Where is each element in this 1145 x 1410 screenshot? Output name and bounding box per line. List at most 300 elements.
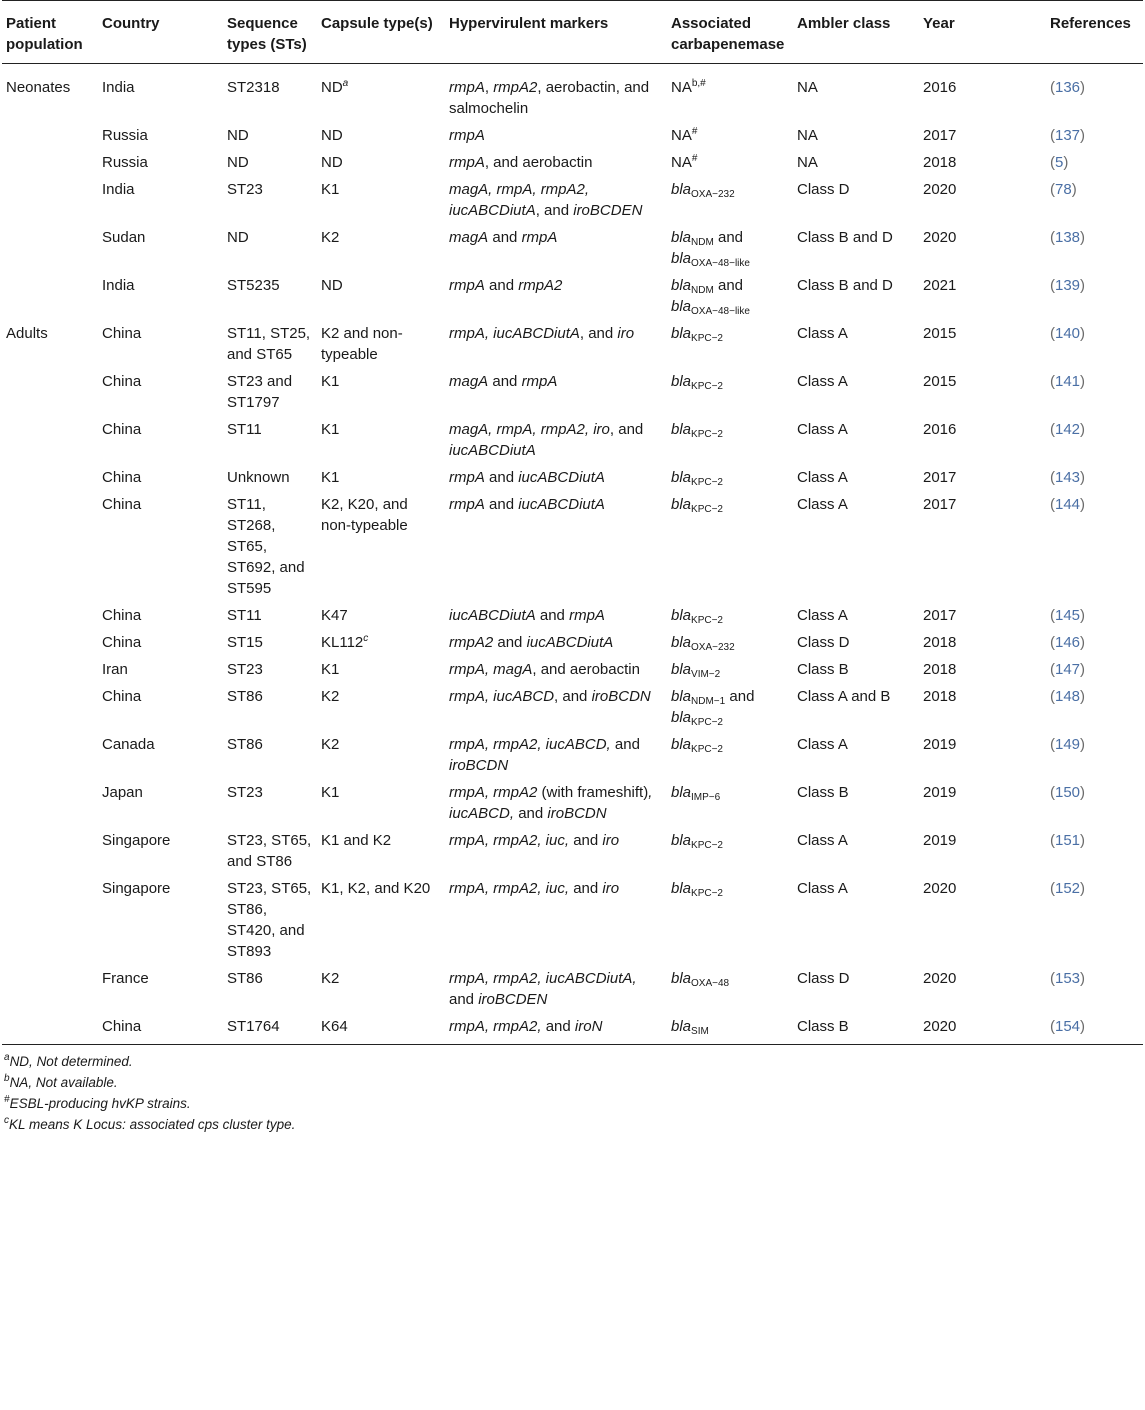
text-segment: KPC−2 [691,381,723,392]
cell-capsule [317,491,445,602]
cell-ambler: Class B [797,661,849,678]
text-segment: magA, rmpA, rmpA2, iucABCDiutA [449,181,590,219]
cell-sequence-types: ST11, ST25, and ST65 [227,325,311,363]
cell-capsule [317,683,445,731]
text-segment: and [725,688,755,705]
text-segment: bla [671,661,692,678]
cell-ambler: NA [797,154,818,171]
text-segment: OXA−48−like [691,306,750,317]
cell-population [2,602,98,629]
cell-ambler: Class A [797,469,848,486]
table-row [2,176,1143,224]
cell-country: China [102,373,142,390]
cell-reference [1046,149,1143,176]
cell-reference [1046,683,1143,731]
reference-link[interactable]: 146 [1055,634,1081,651]
capsule-text: K1 [321,469,340,486]
cell-country: Singapore [102,832,171,849]
text-segment: VIM−2 [691,669,721,680]
cell-ambler: Class B and D [797,229,893,246]
reference-link[interactable]: 145 [1055,607,1081,624]
cell-year: 2015 [923,373,957,390]
paren: ) [1080,688,1086,705]
cell-sequence-types: ND [227,229,249,246]
cell-carbapenemase [667,683,793,731]
cell-population [2,122,98,149]
footnote-mark: # [4,1094,10,1105]
paren: ( [1050,127,1055,144]
text-segment: and [514,805,548,822]
cell-sequence-types: ST86 [227,970,263,987]
cell-population [2,416,98,464]
capsule-text: K1, K2, and K20 [321,880,431,897]
text-segment: rmpA, rmpA2, iuc, [449,880,570,897]
cell-markers [445,683,667,731]
text-segment: rmpA2 [518,277,563,294]
text-segment: bla [671,736,692,753]
text-segment: iucABCDiutA [526,634,614,651]
cell-capsule [317,464,445,491]
cell-country: Sudan [102,229,146,246]
table-row [2,875,1143,965]
text-segment: rmpA [521,229,558,246]
text-segment: bla [671,229,692,246]
cell-year: 2018 [923,661,957,678]
text-segment: magA [449,373,489,390]
header-hypervirulent-markers: Hypervirulent markers [445,1,667,64]
cell-carbapenemase [667,827,793,875]
table-row [2,629,1143,656]
text-segment: bla [671,1018,692,1035]
text-segment: KPC−2 [691,429,723,440]
paren: ( [1050,634,1055,651]
text-segment: iroBCDEN [478,991,548,1008]
text-segment: bla [671,181,692,198]
paren: ) [1080,832,1086,849]
text-segment: NDM [691,285,714,296]
paren: ( [1050,688,1055,705]
cell-year: 2019 [923,832,957,849]
reference-link[interactable]: 150 [1055,784,1081,801]
cell-reference [1046,965,1143,1013]
table-row [2,320,1143,368]
text-segment: rmpA [449,496,485,513]
capsule-text: K1 and K2 [321,832,392,849]
cell-reference [1046,320,1143,368]
header-sequence-types: Sequence types (STs) [223,1,317,64]
paren: ( [1050,784,1055,801]
cell-ambler: Class A [797,607,848,624]
text-segment: , and aerobactin [532,661,640,678]
text-segment: KPC−2 [691,840,723,851]
cell-sequence-types: ST23, ST65, ST86, ST420, and ST893 [227,880,312,960]
cell-capsule [317,629,445,656]
reference-link[interactable]: 140 [1055,325,1081,342]
cell-ambler: Class A [797,736,848,753]
paren: ) [1080,79,1086,96]
reference-link[interactable]: 151 [1055,832,1081,849]
cell-year: 2016 [923,421,957,438]
cell-population [2,368,98,416]
text-segment: rmpA [449,277,485,294]
text-segment: bla [671,880,692,897]
paren: ) [1080,469,1086,486]
cell-reference [1046,731,1143,779]
paren: ) [1080,229,1086,246]
footnote [4,1051,1145,1072]
cell-ambler: NA [797,79,818,96]
header-ambler-class: Ambler class [793,1,919,64]
cell-year: 2018 [923,154,957,171]
footnote-text: ESBL-producing hvKP strains. [9,1096,191,1111]
text-segment: iroBCDN [591,688,651,705]
text-segment: bla [671,688,692,705]
paren: ( [1050,496,1055,513]
text-segment: bla [671,496,692,513]
text-segment: KPC−2 [691,717,723,728]
reference-link[interactable]: 149 [1055,736,1081,753]
cell-carbapenemase [667,224,793,272]
text-segment: iucABCDiutA [518,496,605,513]
cell-carbapenemase [667,629,793,656]
cell-year: 2020 [923,880,957,897]
cell-markers [445,491,667,602]
text-segment: bla [671,832,692,849]
text-segment: rmpA, rmpA2 [449,784,538,801]
paren: ) [1071,181,1077,198]
cell-carbapenemase [667,491,793,602]
cell-markers [445,629,667,656]
cell-population [2,731,98,779]
paren: ) [1080,496,1086,513]
cell-reference [1046,416,1143,464]
reference-link[interactable]: 5 [1055,154,1064,171]
text-segment: iucABCDiutA [449,607,536,624]
paren: ) [1080,325,1086,342]
reference-link[interactable]: 141 [1055,373,1081,390]
table-row [2,149,1143,176]
reference-link[interactable]: 142 [1055,421,1081,438]
paren: ( [1050,373,1055,390]
reference-link[interactable]: 153 [1055,970,1081,987]
paren: ( [1050,154,1055,171]
cell-country: Russia [102,154,148,171]
cell-year: 2016 [923,79,957,96]
table-row [2,368,1143,416]
reference-link[interactable]: 152 [1055,880,1081,897]
text-segment: NA [671,79,692,96]
footnote-text: NA, Not available. [9,1075,118,1090]
cell-markers [445,64,667,123]
table-row [2,779,1143,827]
paren: ) [1080,127,1086,144]
cell-ambler: Class D [797,181,850,198]
cell-reference [1046,491,1143,602]
cell-year: 2020 [919,1013,1046,1045]
cell-markers [445,122,667,149]
footnote-text: ND, Not determined. [9,1054,133,1069]
cell-carbapenemase [667,731,793,779]
cell-carbapenemase [667,1013,793,1045]
text-segment: , aerobactin, and salmochelin [449,79,650,117]
text-segment: iucABCDiutA [518,469,605,486]
text-segment: , and [535,202,574,219]
footnote-mark: c [363,633,369,644]
reference-link[interactable]: 136 [1055,79,1081,96]
capsule-text: K47 [321,607,348,624]
cell-sequence-types: ST2318 [227,79,280,96]
paren: ) [1080,970,1086,987]
cell-markers [445,176,667,224]
cell-reference [1046,272,1143,320]
cell-capsule [317,965,445,1013]
cell-year: 2017 [923,469,957,486]
footnote-mark: b [4,1073,10,1084]
cell-ambler: Class A [797,496,848,513]
cell-reference [1046,368,1143,416]
text-segment: bla [671,277,692,294]
cell-sequence-types: ST86 [227,736,263,753]
cell-capsule [317,320,445,368]
text-segment: and [713,229,744,246]
cell-ambler: Class D [797,634,850,651]
cell-year: 2018 [923,634,957,651]
cell-reference [1046,64,1143,123]
text-segment: KPC−2 [691,744,723,755]
text-segment: KPC−2 [691,888,723,899]
cell-sequence-types: ST15 [227,634,263,651]
paren: ( [1050,880,1055,897]
cell-sequence-types: ST23, ST65, and ST86 [227,832,312,870]
cell-carbapenemase [667,64,793,123]
text-segment: iroBCDEN [573,202,643,219]
header-population: Patient population [2,1,98,64]
table-row [2,491,1143,602]
text-segment: rmpA [569,607,605,624]
text-segment: OXA−48 [691,978,730,989]
cell-ambler: Class D [797,970,850,987]
cell-population [2,491,98,602]
cell-year: 2020 [923,970,957,987]
reference-link[interactable]: 138 [1055,229,1081,246]
text-segment: rmpA [449,79,485,96]
text-segment: rmpA, magA [449,661,533,678]
capsule-text: ND [321,277,343,294]
cell-population [2,272,98,320]
footnote-mark: a [4,1052,10,1063]
cell-sequence-types: ST1764 [223,1013,317,1045]
text-segment: and [610,736,640,753]
cell-year: 2020 [923,181,957,198]
paren: ) [1080,784,1086,801]
cell-sequence-types: ST86 [227,688,263,705]
cell-population [2,779,98,827]
cell-capsule [317,224,445,272]
text-segment: iucABCDiutA [449,442,536,459]
paren: ( [1050,607,1055,624]
cell-reference [1046,224,1143,272]
paren: ( [1050,325,1055,342]
paren: ( [1050,277,1055,294]
table-row [2,683,1143,731]
cell-year: 2017 [923,607,957,624]
cell-capsule [317,149,445,176]
table-row [2,122,1143,149]
text-segment: bla [671,373,692,390]
cell-year: 2018 [923,688,957,705]
text-segment: bla [671,298,692,315]
cell-carbapenemase [667,965,793,1013]
cell-population [2,656,98,683]
text-segment: KPC−2 [691,333,723,344]
text-segment: and [488,373,522,390]
cell-capsule [317,827,445,875]
reference-link[interactable]: 143 [1055,469,1081,486]
cell-year: 2019 [923,784,957,801]
cell-population [2,827,98,875]
footnote-mark: c [4,1115,9,1126]
cell-ambler: Class A [797,325,848,342]
capsule-text: K64 [321,1018,348,1035]
cell-sequence-types: ST23 [227,181,263,198]
capsule-text: K2 and non-typeable [321,325,403,363]
cell-country: China [102,325,142,342]
text-segment: rmpA [449,127,485,144]
cell-ambler: Class A and B [797,688,891,705]
cell-capsule [317,176,445,224]
cell-ambler: Class A [797,880,848,897]
cell-sequence-types: ST23 [227,661,263,678]
paren: ) [1080,373,1086,390]
capsule-text: K1 [321,181,340,198]
paren: ( [1050,469,1055,486]
text-segment: rmpA, rmpA2, iucABCDiutA, [449,970,637,987]
text-segment: OXA−232 [691,189,735,200]
cell-reference [1046,176,1143,224]
text-segment: # [691,126,698,137]
cell-reference [1046,122,1143,149]
text-segment: , and [554,688,592,705]
footnotes [4,1051,1145,1135]
cell-capsule [317,64,445,123]
paren: ) [1080,277,1086,294]
cell-ambler: Class B [793,1013,919,1045]
cell-capsule [317,368,445,416]
cell-year: 2017 [923,127,957,144]
text-segment: NDM−1 [691,696,726,707]
cell-markers [445,875,667,965]
reference-link[interactable]: 147 [1055,661,1081,678]
paren: ( [1050,970,1055,987]
text-segment: , and aerobactin [484,154,593,171]
paren: ) [1080,421,1086,438]
paren: ) [1080,736,1086,753]
cell-sequence-types: ST11 [227,607,262,624]
table-row [2,224,1143,272]
capsule-text: K2 [321,229,340,246]
cell-carbapenemase [667,416,793,464]
reference-link[interactable]: 137 [1055,127,1081,144]
cell-population [2,464,98,491]
reference-link[interactable]: 78 [1055,181,1072,198]
text-segment: bla [671,250,692,267]
table-row [2,827,1143,875]
reference-link[interactable]: 144 [1055,496,1081,513]
cell-country: Russia [102,127,148,144]
table-row [2,272,1143,320]
text-segment: rmpA, rmpA2, [449,1018,542,1035]
footnote [4,1093,1145,1114]
cell-country: Iran [102,661,128,678]
cell-markers [445,827,667,875]
reference-link[interactable]: 148 [1055,688,1081,705]
cell-capsule [317,875,445,965]
paren: ) [1080,1018,1086,1035]
cell-markers [445,464,667,491]
text-segment: , and [609,421,644,438]
cell-year: 2020 [923,229,957,246]
cell-year: 2019 [923,736,957,753]
cell-carbapenemase [667,602,793,629]
text-segment: bla [671,634,692,651]
text-segment: # [691,153,698,164]
cell-sequence-types: Unknown [227,469,290,486]
footnote-text: KL means K Locus: associated cps cluster type. [9,1117,296,1132]
cell-carbapenemase [667,875,793,965]
cell-capsule [317,1013,445,1045]
cell-markers [445,1013,667,1045]
cell-ambler: Class A [797,832,848,849]
text-segment: rmpA [521,373,558,390]
cell-markers [445,416,667,464]
paren: ( [1050,832,1055,849]
cell-capsule [317,602,445,629]
cell-country: China [102,607,142,624]
cell-country: Canada [102,736,155,753]
cell-sequence-types: ST11, ST268, ST65, ST692, and ST595 [227,496,305,597]
cell-markers [445,272,667,320]
paren: ) [1080,661,1086,678]
table-row [2,656,1143,683]
cell-markers [445,656,667,683]
text-segment: and [484,496,519,513]
reference-link[interactable]: 139 [1055,277,1081,294]
cell-population: Neonates [6,79,71,96]
reference-link[interactable]: 154 [1055,1018,1081,1035]
cell-population [2,875,98,965]
text-segment: and [541,1018,575,1035]
text-segment: rmpA2 [493,79,538,96]
cell-ambler: Class A [797,373,848,390]
text-segment: SIM [691,1026,709,1037]
cell-reference [1046,1013,1143,1045]
cell-markers [445,965,667,1013]
paren: ( [1050,1018,1055,1035]
text-segment: rmpA, rmpA2, iuc, [449,832,570,849]
cell-capsule [317,779,445,827]
header-year: Year [919,1,1046,64]
table-row [2,416,1143,464]
cell-country: France [102,970,149,987]
capsule-text: K2 [321,736,340,753]
text-segment: rmpA2 [449,634,494,651]
cell-markers [445,149,667,176]
paren: ( [1050,421,1055,438]
cell-markers [445,368,667,416]
cell-year: 2017 [923,496,957,513]
table-row [2,64,1143,123]
text-segment: , iucABCD, [449,784,653,822]
